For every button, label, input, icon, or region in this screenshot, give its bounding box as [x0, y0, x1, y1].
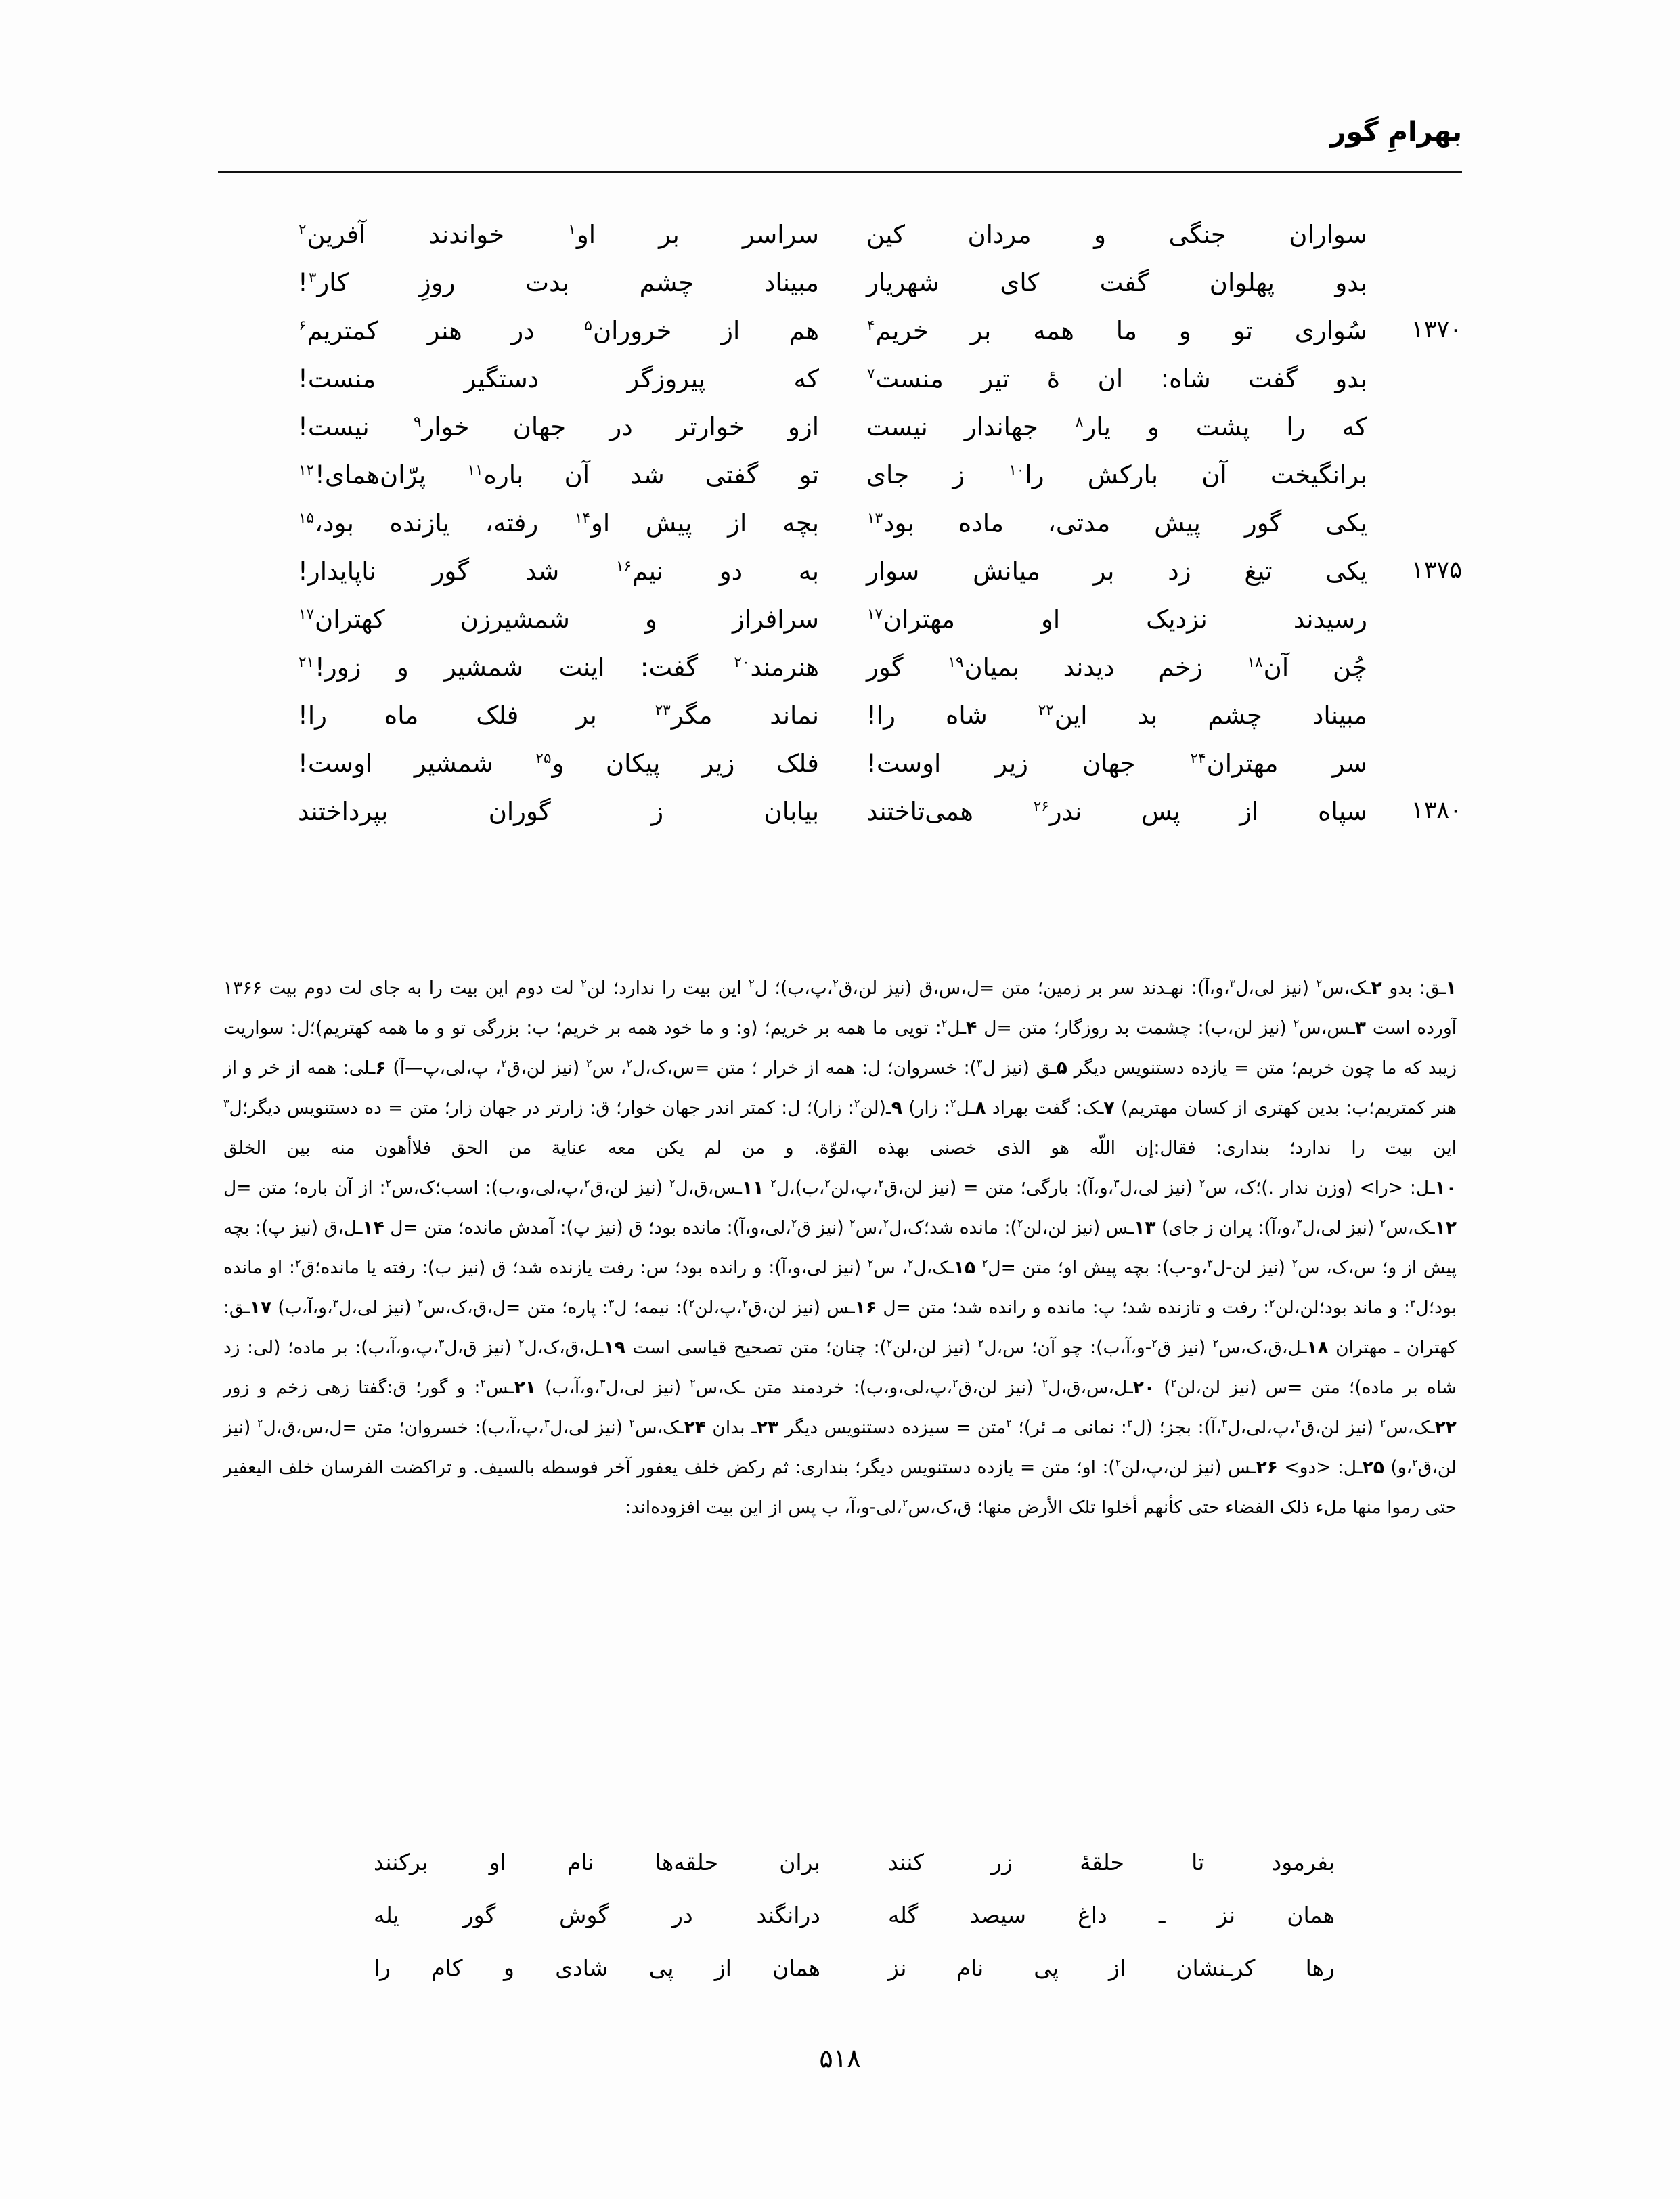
- verse-row: [218, 648, 1462, 696]
- verse-number: ۱۳۸۰: [1411, 797, 1462, 824]
- hemistich-left: سرافراز و شمشیرزن کهتران$^{۱۷}$: [299, 605, 819, 634]
- hemistich-right: یکی تیغ زد بر میانش سوار: [866, 557, 1367, 586]
- hemistich-right: بدو گفت شاه: ان ۀ تیر منست$^۷$: [867, 364, 1367, 393]
- hemistich-left: به دو نیم$^{۱۶}$ شد گور ناپایدار!: [298, 557, 819, 586]
- added-verse-row: [223, 1898, 1457, 1951]
- hemistich-left: مبیناد چشم بدت روزِ کار$^۳$!: [298, 268, 819, 297]
- hemistich-right: سر مهتران$^{۲۴}$ جهان زیر اوست!: [866, 749, 1367, 778]
- hemistich-right: سُواری تو و ما همه بر خریم$^۴$: [867, 316, 1367, 345]
- added-hemistich-right: همان نز ـ داغ سیصد گله: [888, 1902, 1335, 1928]
- verse-row: [218, 215, 1462, 263]
- hemistich-right: مبیناد چشم بد این$^{۲۲}$ شاه را!: [866, 701, 1367, 730]
- added-verse-row: [223, 1951, 1457, 2004]
- running-head: [218, 118, 1462, 183]
- verse-row: [218, 263, 1462, 311]
- added-verse-row: [223, 1846, 1457, 1898]
- verse-row: [218, 504, 1462, 552]
- verse-row: [218, 456, 1462, 504]
- hemistich-left: سراسر بر او$^۱$ خواندند آفرین$^۲$: [299, 220, 820, 249]
- hemistich-left: ازو خوارتر در جهان خوار$^۹$ نیست!: [298, 412, 819, 441]
- hemistich-left: بچه از پیش او$^{۱۴}$ رفته، یازنده بود،$^{۱۵}$: [299, 508, 820, 538]
- verse-row: [218, 696, 1462, 744]
- added-hemistich-left: درانگند در گوش گور یله: [374, 1902, 820, 1928]
- verse-row: [218, 360, 1462, 408]
- apparatus-paragraph: ۱ـق: بدو ۲ـک،س$^۲$ (نیز لی،ل$^۳$،و،آ): نهـدند سر بر زمین؛ متن =ل،س،ق (نیز لن،ق$^۲$،پ،ب)؛ ل$^۲$ این بیت را ندارد؛ لن$^۲$ لت دوم این بیت را به جای لت دوم بیت ۱۳۶۶ آورده است ۳ـس،س$^۲$ (نیز لن،ب): چشمت بد روزگار؛ متن =ل ۴ـل$^۲$: تویی ما همه بر خریم؛ (و: و ما خود همه بر خریم؛ ب: بزرگی تو و ما همه کهتریم)؛ل: سواریت زیبد که ما چون خریم؛ متن = یازده دستنویس دیگر ۵ـق (نیز ل$^۳$): خسروان؛ ل: همه از خرار ؛ متن =س،ک،ل$^۲$، س$^۲$ (نیز لن،ق$^۲$، پ،لی،پ—آ) ۶ـلی: همه از خر و از هنر کمتریم؛ب: بدین کهتری از کسان مهتریم) ۷ـک: گفت بهراد ۸ـل$^۲$: زار) ۹ـ(لن$^۲$: زار)؛ ل: کمتر اندر جهان خوار؛ ق: زارتر در جهان زار؛ متن = ده دستنویس دیگر؛ل$^۳$ این بیت را ندارد؛ بنداری: فقال:إن اللّه هو الذی خصنی بهذه القوّة. و من لم یکن معه عنایة من الحق فلاأهون منه بین الخلق: [223, 977, 1457, 1158]
- verse-row: [218, 600, 1462, 648]
- hemistich-left: فلک زیر پیکان و$^{۲۵}$ شمشیر اوست!: [298, 749, 819, 778]
- verse-row: [218, 408, 1462, 456]
- hemistich-left: هم از خروران$^۵$ در هنر کمتریم$^۶$: [299, 316, 820, 345]
- hemistich-right: رسیدند نزدیک او مهتران$^{۱۷}$: [867, 605, 1367, 634]
- hemistich-right: بدو پهلوان گفت کای شهریار: [866, 268, 1367, 297]
- hemistich-left: بیابان ز گوران بپرداختند: [298, 797, 819, 826]
- verse-number: ۱۳۷۵: [1411, 557, 1462, 584]
- added-hemistich-right: رها کرـنشان از پی نام نز: [888, 1955, 1335, 1981]
- folio-number: ۵۱۸: [819, 2043, 861, 2073]
- added-hemistich-left: بران حلقه‌ها نام او برکنند: [374, 1849, 820, 1875]
- added-hemistich-left: همان از پی شادی و کام را: [374, 1955, 820, 1981]
- verse-number: ۱۳۷۰: [1411, 316, 1462, 343]
- header-rule: [218, 171, 1462, 173]
- hemistich-right: برانگیخت آن بارکش را$^{۱۰}$ ز جای: [866, 460, 1367, 489]
- added-verses-block: [223, 1846, 1457, 2004]
- hemistich-right: یکی گور پیش مدتی، ماده بود$^{۱۳}$: [867, 508, 1367, 538]
- running-head-title: بهرامِ گور: [1330, 116, 1462, 148]
- verse-row: [218, 744, 1462, 792]
- critical-apparatus: [223, 968, 1457, 1527]
- apparatus-paragraph: ۱۰ـل: <را> (وزن ندار .)؛ک، س$^۲$ (نیز لی،ل$^۳$،و،آ): بارگی؛ متن = (نیز لن،ق$^۲$،پ،لن$^۲$،ب)،ل$^۲$ ۱۱ـس،ق،ل$^۲$ (نیز لن،ق$^۲$،پ،لی،و،ب): اسب؛ک،س$^۲$: از آن باره؛ متن =ل ۱۲ـک،س$^۲$ (نیز لی،ل$^۳$،و،آ): پران ز جای) ۱۳ـس (نیز لن،لن$^۲$): مانده شد؛ک،ل$^۲$،س$^۲$ (نیز ق$^۲$،لی،و،آ): مانده بود؛ ق (نیز پ): آمدش مانده؛ متن =ل ۱۴ـل،ق (نیز پ): بچه پیش از و؛ س،ک، س$^۲$ (نیز لن-ل$^۳$،و-ب): بچه پیش او؛ متن =ل$^۲$ ۱۵ـک،ل$^۲$، س$^۲$ (نیز لی،و،آ): و رانده بود؛ س: رفت یازنده شد؛ ق (نیز ب): رفته یا مانده؛ق$^۲$: او مانده بود؛ل$^۳$: و ماند بود؛لن،لن$^۲$: رفت و تازنده شد؛ پ: مانده و رانده شد؛ متن =ل ۱۶ـس (نیز لن،ق$^۲$،پ،لن$^۲$): نیمه؛ ل$^۳$: پاره؛ متن =ل،ق،ک،س$^۲$ (نیز لی،ل$^۳$،و،آ،ب) ۱۷ـق: کهتران ـ مهتران ۱۸ـل،ق،ک،س$^۲$ (نیز ق$^۲$-و،آ،ب): چو آن؛ س،ل$^۲$ (نیز لن،لن$^۲$): چنان؛ متن تصحیح قیاسی است ۱۹ـل،ق،ک،ل$^۲$ (نیز ق،ل$^۳$،پ،و،آ،ب): بر ماده؛ (لی: زد شاه بر ماده)؛ متن =س (نیز لن،لن$^۲$) ۲۰ـل،س،ق،ل$^۲$ (نیز لن،ق$^۲$،پ،لی،و،ب): خردمند متن ـک،س$^۲$ (نیز لی،ل$^۳$،و،آ،ب) ۲۱ـس$^۲$: و گور؛ ق:گفتا زهی زخم و زور ۲۲ـک،س$^۲$ (نیز لن،ق$^۲$،پ،لی،ل$^۳$،آ): بجز؛ (ل$^۳$: نمانی مـ ئر)؛ $^۲$متن = سیزده دستنویس دیگر ۲۳ـ بدان ۲۴ـک،س$^۲$ (نیز لی،ل$^۳$،پ،آ،ب): خسروان؛ متن =ل،س،ق،ل$^۲$ (نیز لن،ق$^۲$،و) ۲۵ـل: <دو> ۲۶ـس (نیز لن،پ،لن$^۲$): او؛ متن = یازده دستنویس دیگر؛ بنداری: ثم رکض خلف یعفور آخر فوسطه بالسیف. و تراکضت الفرسان خلف الیعفیر حتی رموا منها ملء ذلک الفضاء حتی کأنهم أخلوا تلک الأرض منها؛ ق،ک،س$^۲$،لی-و،آ، ب پس از این بیت افزوده‌اند:: [223, 1177, 1457, 1518]
- hemistich-right: چُن آن$^{۱۸}$ زخم دیدند بمیان$^{۱۹}$ گور: [866, 653, 1367, 682]
- verse-block: [218, 215, 1462, 840]
- hemistich-left: تو گفتی شد آن باره$^{۱۱}$ پرّان‌همای!$^{۱۲}$: [299, 460, 819, 489]
- added-hemistich-right: بفرمود تا حلقهٔ زر کنند: [888, 1849, 1335, 1875]
- verse-row: [218, 311, 1462, 360]
- hemistich-right: سپاه از پس ندر$^{۲۶}$ همی‌تاختند: [866, 797, 1367, 826]
- hemistich-left: نماند مگر$^{۲۳}$ بر فلک ماه را!: [298, 701, 819, 730]
- hemistich-left: هنرمند$^{۲۰}$ گفت: اینت شمشیر و زور!$^{۲۱}$: [299, 653, 819, 682]
- hemistich-left: که پیروزگر دستگیر منست!: [298, 364, 819, 393]
- hemistich-right: سواران جنگی و مردان کین: [866, 220, 1367, 249]
- verse-row: [218, 552, 1462, 600]
- hemistich-right: که را پشت و یار$^۸$ جهاندار نیست: [866, 412, 1367, 441]
- verse-row: [218, 792, 1462, 840]
